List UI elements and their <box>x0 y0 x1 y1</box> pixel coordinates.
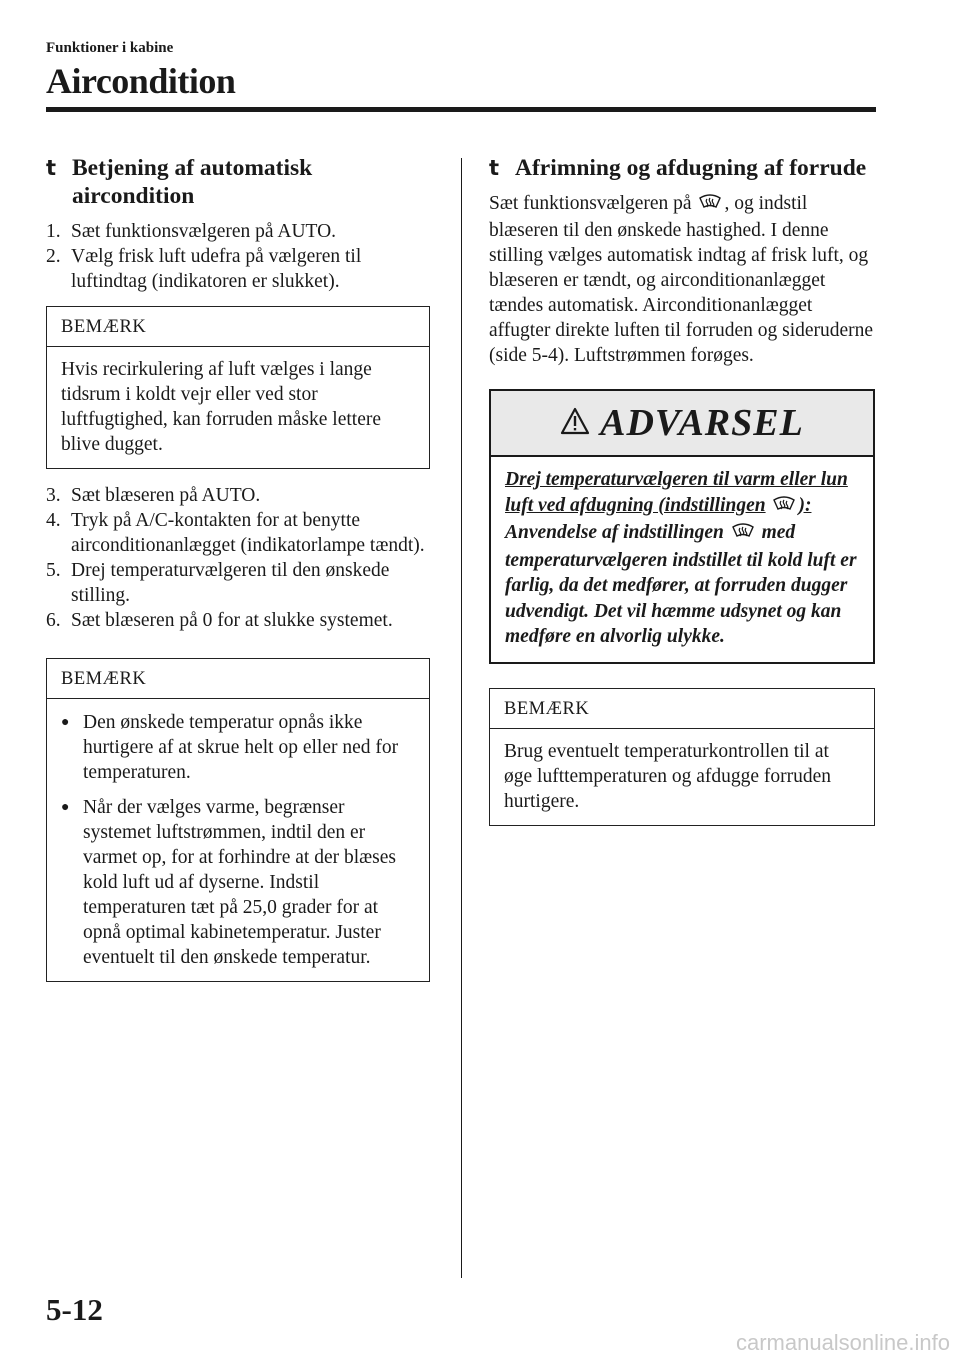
step-text: Sæt blæseren på 0 for at slukke systemet. <box>71 610 393 631</box>
right-column <box>489 154 875 840</box>
section-heading-auto-ac <box>46 154 430 210</box>
paragraph-text: Sæt funktionsvælgeren på <box>489 193 692 214</box>
page-title: Aircondition <box>46 61 236 101</box>
bullet-dot-icon: ● <box>61 800 70 815</box>
heading-text: Betjening af automatisk aircondition <box>72 155 313 209</box>
warning-text: med temperaturvælgeren indstillet til kold luft er farlig, da det medfører, at forruden dugger udvendigt. Det vil hæmme udsynet og kan medføre en alvorlig ulykke. <box>505 522 857 647</box>
steps-list-b <box>46 483 430 633</box>
bullet-text: Den ønskede temperatur opnås ikke hurtigere af at skrue helt op eller ned for temperaturen. <box>83 712 399 783</box>
step-text: Drej temperaturvælgeren til den ønskede stilling. <box>71 560 390 606</box>
note-box <box>46 658 430 982</box>
step-item <box>46 219 430 244</box>
windshield-defrost-icon <box>772 495 796 521</box>
step-item <box>46 483 430 508</box>
heading-marker-icon: t <box>46 156 57 180</box>
note-label: BEMÆRK <box>47 307 429 347</box>
windshield-defrost-icon <box>731 522 755 548</box>
watermark: carmanualsonline.info <box>735 1330 950 1355</box>
note-box <box>46 306 430 469</box>
title-rule <box>46 107 876 112</box>
step-number: 3. <box>46 485 61 506</box>
step-number: 1. <box>46 221 61 242</box>
step-number: 5. <box>46 560 61 581</box>
step-item <box>46 558 430 608</box>
warning-title: ADVARSEL <box>600 402 804 444</box>
heading-text: Afrimning og afdugning af forrude <box>515 155 867 181</box>
note-text: Hvis recirkulering af luft vælges i lange tidsrum i koldt vejr eller ved stor luftfugtighed, kan forruden måske lettere blive dugget. <box>61 359 382 455</box>
note-label: BEMÆRK <box>47 659 429 699</box>
note-label: BEMÆRK <box>490 689 874 729</box>
page-number: 5-12 <box>46 1292 103 1327</box>
note-bullet <box>61 795 415 970</box>
warning-lead: ): <box>798 494 812 516</box>
defrost-paragraph <box>489 191 875 368</box>
step-text: Tryk på A/C-kontakten for at benytte airconditionanlægget (indikatorlampe tændt). <box>71 510 425 556</box>
heading-marker-icon: t <box>489 156 500 180</box>
step-number: 2. <box>46 246 61 267</box>
warning-text: Anvendelse af indstillingen <box>505 522 724 543</box>
left-column <box>46 154 430 996</box>
paragraph-text: , og indstil blæseren til den ønskede hastighed. I denne stilling vælges automatisk indtag af frisk luft, og blæseren er tændt, og airconditionanlægget tændes automatisk. Airconditionanlægget affugter direkte luften til forruden og sideruderne (side 5-4). Luftstrømmen forøges. <box>489 193 874 366</box>
step-text: Vælg frisk luft udefra på vælgeren til luftindtag (indikatoren er slukket). <box>71 246 362 292</box>
step-item <box>46 244 430 294</box>
step-number: 4. <box>46 510 61 531</box>
note-bullet <box>61 710 415 785</box>
step-text: Sæt blæseren på AUTO. <box>71 485 261 506</box>
step-number: 6. <box>46 610 61 631</box>
note-text: Brug eventuelt temperaturkontrollen til at øge lufttemperaturen og afdugge forruden hurtigere. <box>504 740 832 812</box>
step-item <box>46 608 430 633</box>
steps-list-a <box>46 219 430 294</box>
section-heading-defrost <box>489 154 875 182</box>
note-body <box>47 699 429 981</box>
bullet-dot-icon: ● <box>61 715 70 730</box>
warning-lead: Drej temperaturvælgeren til varm eller lun luft ved afdugning (indstillingen <box>505 469 848 516</box>
step-item <box>46 508 430 558</box>
step-text: Sæt funktionsvælgeren på AUTO. <box>71 221 337 242</box>
warning-box <box>489 389 875 664</box>
column-divider <box>461 158 462 1278</box>
note-box <box>489 688 875 826</box>
section-label: Funktioner i kabine <box>46 40 174 56</box>
bullet-text: Når der vælges varme, begrænser systemet luftstrømmen, indtil den er varmet op, for at forhindre at der blæses kold luft ud af dyserne. Indstil temperaturen tæt på 25,0 grader for at opnå optimal kabinetemperatur. Juster eventuelt til den ønskede temperatur. <box>83 797 396 968</box>
warning-triangle-icon <box>560 407 590 440</box>
windshield-defrost-icon <box>698 193 722 218</box>
warning-body <box>491 457 873 662</box>
warning-header <box>491 391 873 457</box>
